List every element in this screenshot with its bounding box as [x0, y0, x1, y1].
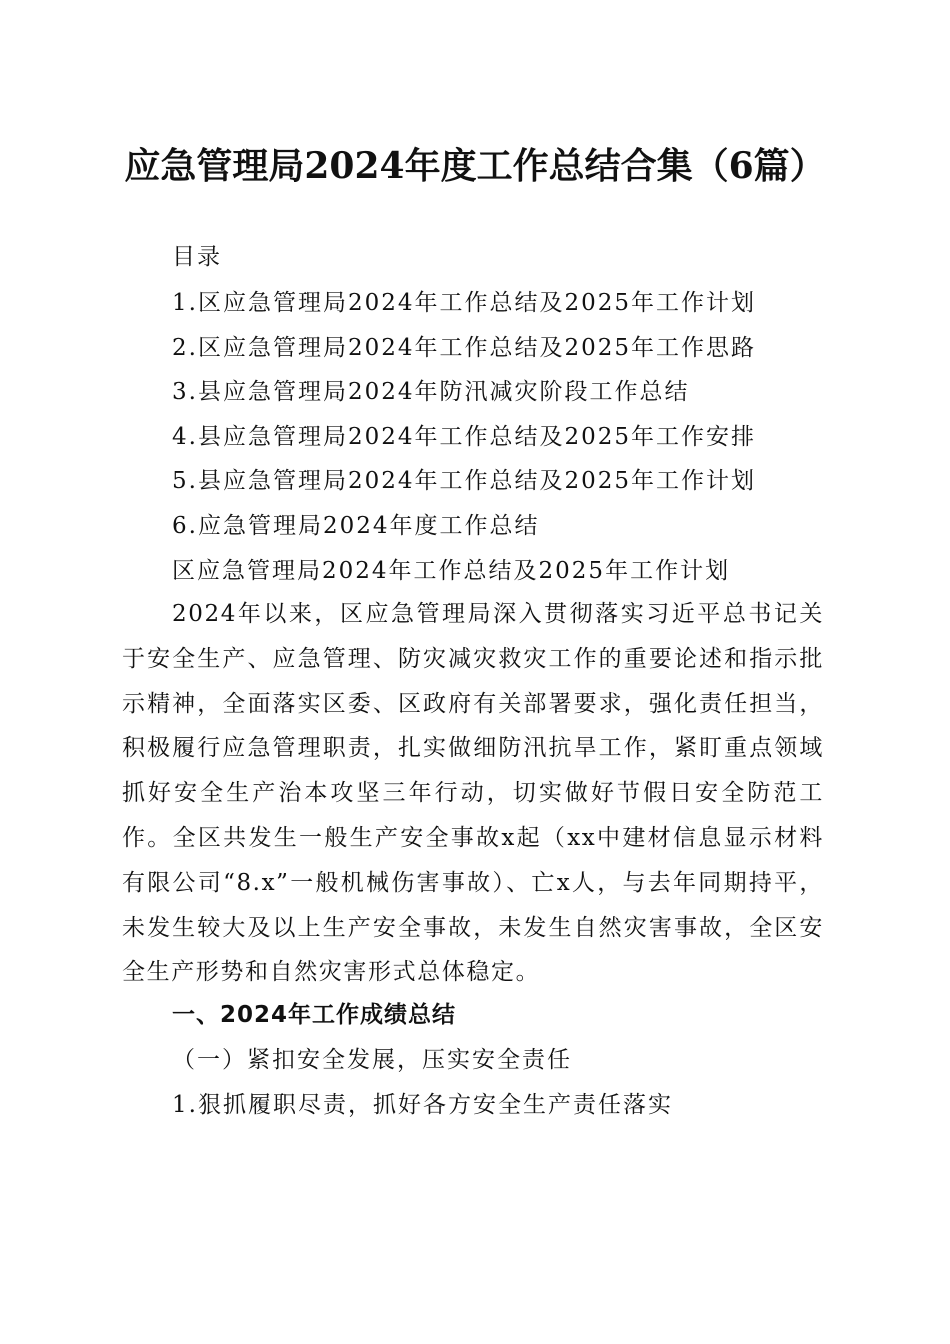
toc-item-4: 4.县应急管理局2024年工作总结及2025年工作安排: [172, 424, 757, 450]
subsection-heading-1: （一）紧扣安全发展，压实安全责任: [172, 1047, 572, 1073]
toc-heading: 目录: [172, 244, 222, 270]
toc-item-6: 6.应急管理局2024年度工作总结: [172, 513, 540, 539]
document-title: 应急管理局2024年度工作总结合集（6篇）: [124, 145, 826, 187]
article-title: 区应急管理局2024年工作总结及2025年工作计划: [172, 558, 731, 584]
toc-item-3: 3.县应急管理局2024年防汛减灾阶段工作总结: [172, 379, 690, 405]
toc-item-5: 5.县应急管理局2024年工作总结及2025年工作计划: [172, 468, 757, 494]
article-intro-paragraph: 2024年以来，区应急管理局深入贯彻落实习近平总书记关于安全生产、应急管理、防灾减灾救灾工作的重要论述和指示批示精神，全面落实区委、区政府有关部署要求，强化责任担当，积极履行应急管理职责，扎实做细防汛抗旱工作，紧盯重点领域抓好安全生产治本攻坚三年行动，切实做好节假日安全防范工作。全区共发生一般生产安全事故x起（xx中建材信息显示材料有限公司“8.x”一般机械伤害事故）、亡x人，与去年同期持平，未发生较大及以上生产安全事故，未发生自然灾害事故，全区安全生产形势和自然灾害形式总体稳定。: [122, 601, 824, 986]
item-heading-1: 1.狠抓履职尽责，抓好各方安全生产责任落实: [172, 1092, 673, 1118]
section-heading-1: 一、2024年工作成绩总结: [172, 1002, 457, 1028]
toc-item-2: 2.区应急管理局2024年工作总结及2025年工作思路: [172, 335, 757, 361]
toc-item-1: 1.区应急管理局2024年工作总结及2025年工作计划: [172, 290, 757, 316]
